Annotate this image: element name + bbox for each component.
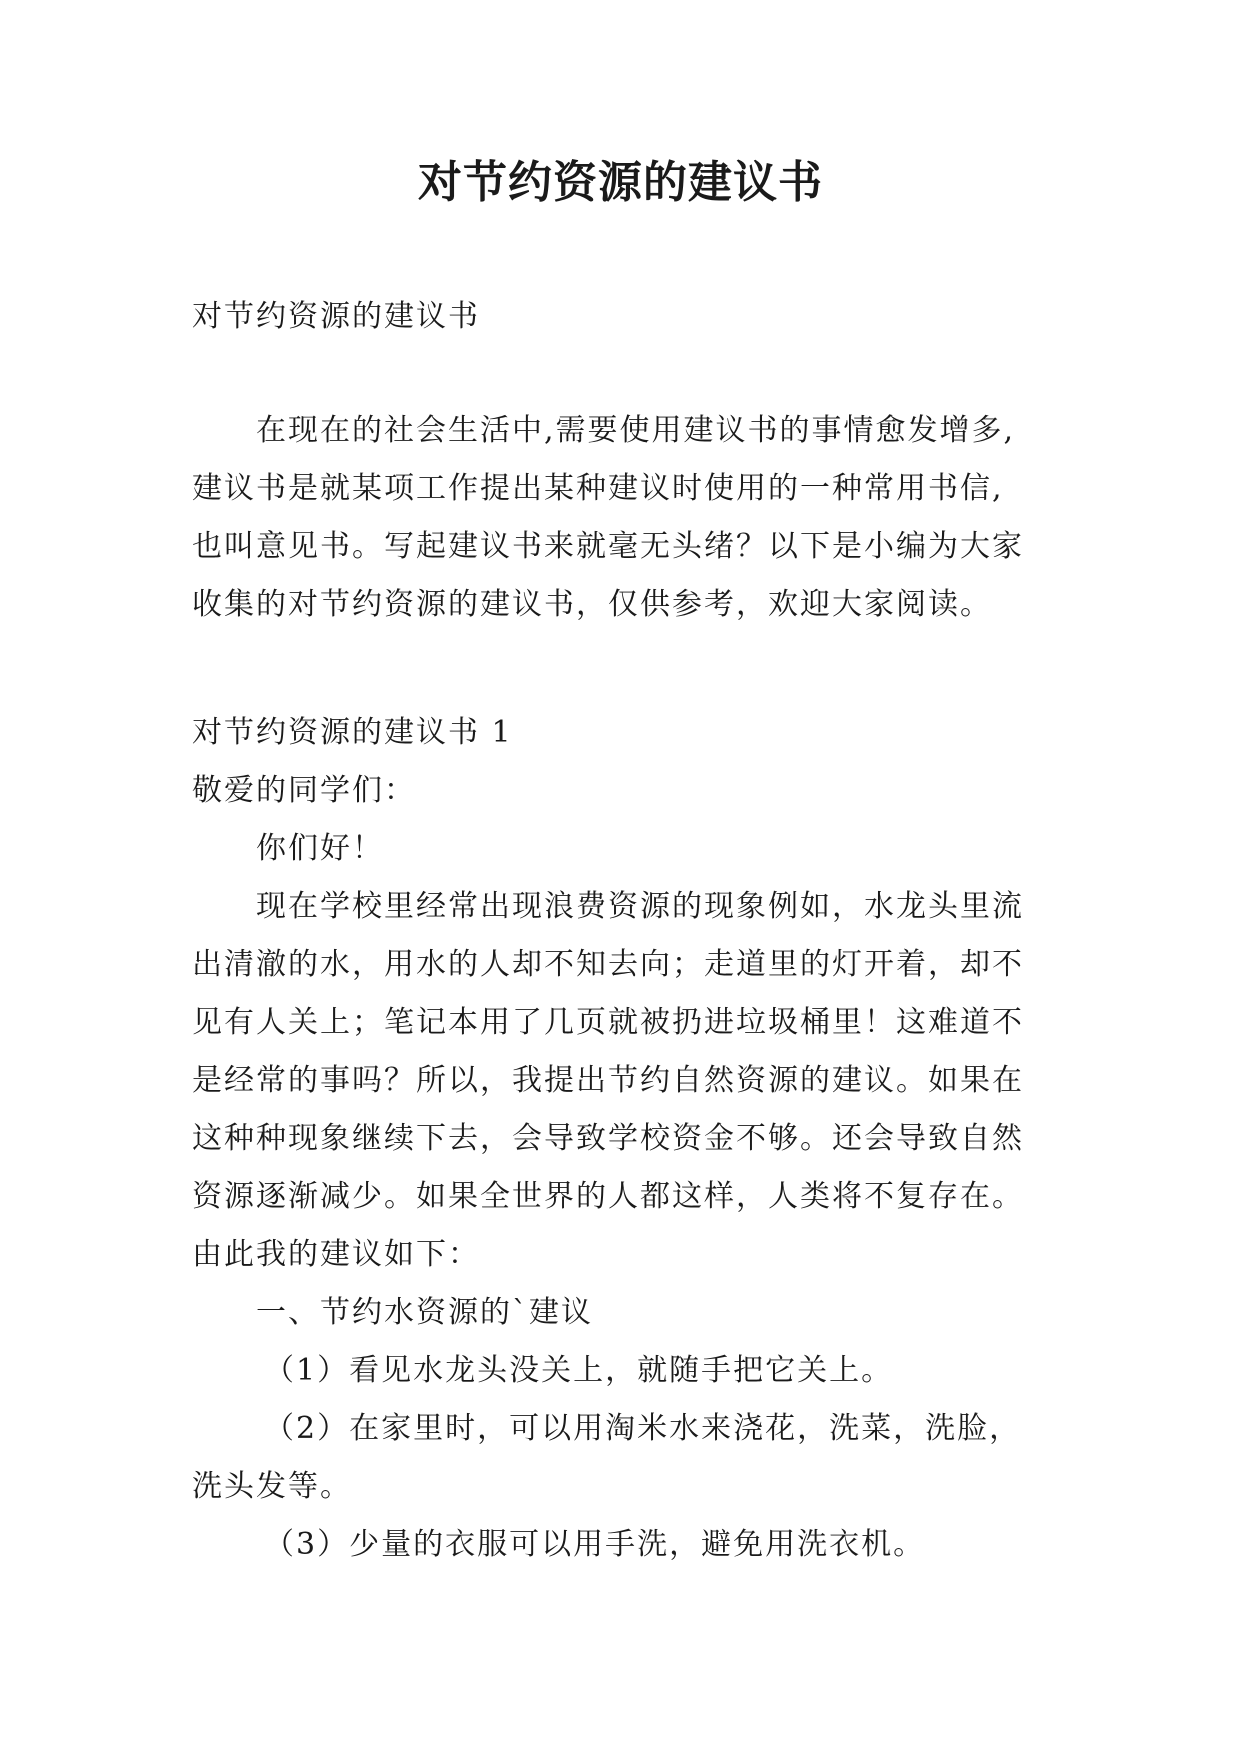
intro-line: 收集的对节约资源的建议书，仅供参考，欢迎大家阅读。 [192,587,992,622]
intro-line: 在现在的社会生活中,需要使用建议书的事情愈发增多, [256,413,1016,448]
subheading-text: 对节约资源的建议书 [192,299,480,334]
body-line: 现在学校里经常出现浪费资源的现象例如，水龙头里流 [256,889,1024,924]
suggestion-item-1: （1）看见水龙头没关上，就随手把它关上。 [264,1353,894,1388]
letter-body [192,762,1072,1574]
suggestion-heading: 一、节约水资源的`建议 [256,1295,593,1330]
intro-paragraph [192,402,1072,634]
intro-line: 建议书是就某项工作提出某种建议时使用的一种常用书信, [192,471,1004,506]
body-line: 是经常的事吗？所以，我提出节约自然资源的建议。如果在 [192,1063,1024,1098]
document-title: 对节约资源的建议书 [418,157,823,208]
section-heading-text: 对节约资源的建议书 1 [192,715,513,750]
body-line: 见有人关上；笔记本用了几页就被扔进垃圾桶里！这难道不 [192,1005,1024,1040]
suggestion-item-3: （3）少量的衣服可以用手洗，避免用洗衣机。 [264,1527,926,1562]
greeting: 你们好！ [256,831,384,866]
suggestion-item-2-continuation: 洗头发等。 [192,1469,352,1504]
body-line: 这种种现象继续下去，会导致学校资金不够。还会导致自然 [192,1121,1024,1156]
subheading [192,288,1072,346]
body-line: 由此我的建议如下： [192,1237,480,1272]
intro-line: 也叫意见书。写起建议书来就毫无头绪？以下是小编为大家 [192,529,1024,564]
body-line: 资源逐渐减少。如果全世界的人都这样，人类将不复存在。 [192,1179,1024,1214]
body-line: 出清澈的水，用水的人却不知去向；走道里的灯开着，却不 [192,947,1024,982]
suggestion-item-2: （2）在家里时，可以用淘米水来浇花，洗菜，洗脸， [264,1411,1022,1446]
salutation: 敬爱的同学们： [192,773,416,808]
section-heading [192,704,1072,762]
